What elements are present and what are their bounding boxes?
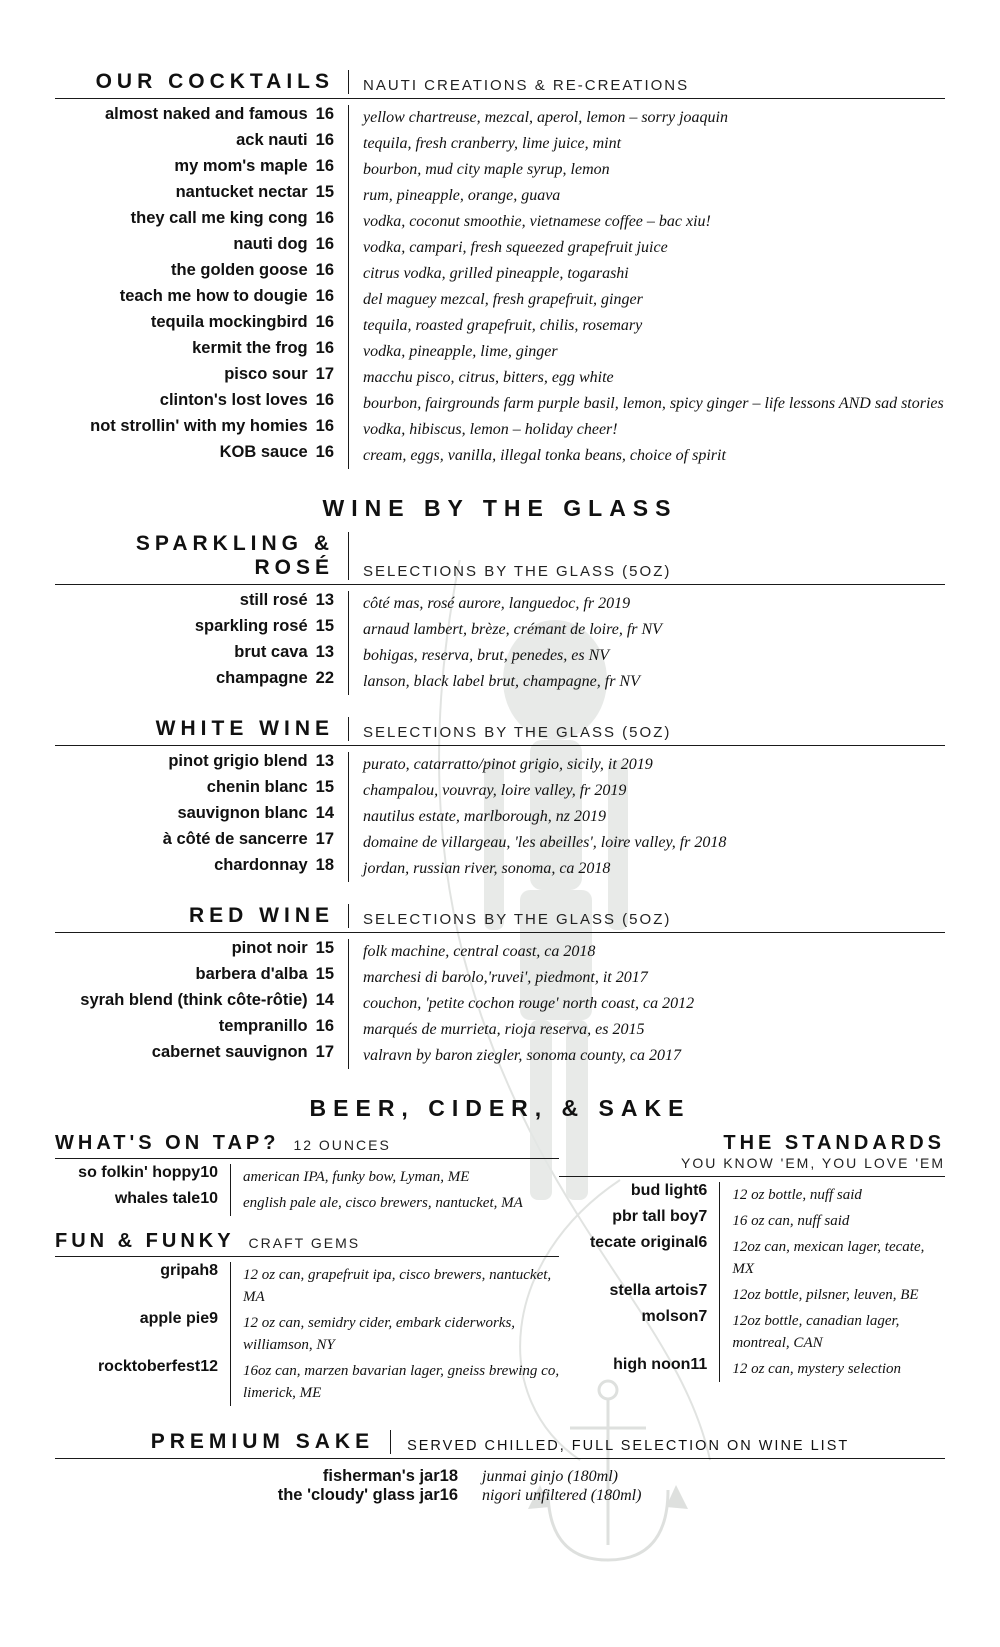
menu-item-description: 12oz can, mexican lager, tecate, MX <box>719 1234 945 1282</box>
menu-item-row <box>55 105 945 131</box>
menu-item-description: 12 oz can, mystery selection <box>719 1356 945 1382</box>
menu-item-description: jordan, russian river, sonoma, ca 2018 <box>348 856 945 882</box>
menu-item-price: 16 <box>315 235 334 253</box>
menu-item-price: 13 <box>315 752 334 770</box>
menu-item-price: 6 <box>698 1234 708 1251</box>
menu-item-name: pbr tall boy7 <box>612 1208 708 1225</box>
menu-item-row <box>55 643 945 669</box>
sparkling-title: SPARKLING & ROSÉ <box>135 532 334 579</box>
menu-item-name: tempranillo 16 <box>218 1017 334 1035</box>
beer-right-column <box>559 1132 945 1406</box>
menu-item-row <box>55 804 945 830</box>
menu-item-description: marqués de murrieta, rioja reserva, es 2015 <box>348 1017 945 1043</box>
cocktails-title: OUR COCKTAILS <box>95 70 334 93</box>
menu-item-description: macchu pisco, citrus, bitters, egg white <box>348 365 945 391</box>
menu-item-price: 16 <box>439 1486 458 1504</box>
menu-item-name: chardonnay 18 <box>214 856 334 874</box>
menu-item-name: molson7 <box>641 1308 708 1325</box>
menu-item-description: bourbon, fairgrounds farm purple basil, lemon, spicy ginger – life lessons AND sad stories <box>348 391 945 417</box>
menu-item-name: whales tale10 <box>114 1190 218 1207</box>
menu-item-price: 7 <box>698 1208 708 1225</box>
menu-item-description: junmai ginjo (180ml) <box>482 1468 618 1485</box>
menu-item-row <box>55 1164 559 1190</box>
menu-item-row <box>55 965 945 991</box>
menu-item-row <box>55 287 945 313</box>
menu-item-name: à côté de sancerre 17 <box>162 830 334 848</box>
menu-item-price: 16 <box>315 1017 334 1035</box>
menu-item-name: clinton's lost loves 16 <box>159 391 334 409</box>
menu-item-price: 7 <box>698 1308 708 1325</box>
menu-item-row <box>55 261 945 287</box>
menu-item-name: not strollin' with my homies 16 <box>90 417 334 435</box>
menu-item-price: 16 <box>315 261 334 279</box>
menu-item-description: 16oz can, marzen bavarian lager, gneiss brewing co, limerick, ME <box>230 1358 559 1406</box>
white-wine-title: WHITE WINE <box>155 717 334 740</box>
menu-item-description: marchesi di barolo,'ruvei', piedmont, it 2017 <box>348 965 945 991</box>
menu-item-row <box>55 443 945 469</box>
menu-item-price: 17 <box>315 365 334 383</box>
menu-item-row <box>55 778 945 804</box>
menu-item-row <box>55 752 945 778</box>
red-wine-title: RED WINE <box>189 904 334 927</box>
menu-item-name: pinot grigio blend 13 <box>168 752 334 770</box>
menu-item-row <box>559 1182 945 1208</box>
menu-item-description: purato, catarratto/pinot grigio, sicily, it 2019 <box>348 752 945 778</box>
menu-item-price: 18 <box>315 856 334 874</box>
menu-item-description: vodka, pineapple, lime, ginger <box>348 339 945 365</box>
menu-item-price: 7 <box>698 1282 708 1299</box>
on-tap-list <box>55 1164 559 1216</box>
menu-item-row <box>55 1190 559 1216</box>
menu-item-description: domaine de villargeau, 'les abeilles', loire valley, fr 2018 <box>348 830 945 856</box>
section-header-fun-funky <box>55 1230 559 1257</box>
menu-item-price: 15 <box>315 183 334 201</box>
menu-item-description: english pale ale, cisco brewers, nantucket, MA <box>230 1190 559 1216</box>
menu-item-name: ack nauti 16 <box>236 131 334 149</box>
menu-item-name: bud light6 <box>630 1182 708 1199</box>
menu-item-price: 15 <box>315 939 334 957</box>
menu-item-description: vodka, hibiscus, lemon – holiday cheer! <box>348 417 945 443</box>
menu-item-name: kermit the frog 16 <box>192 339 334 357</box>
menu-item-price: 16 <box>315 313 334 331</box>
menu-item-name: high noon11 <box>613 1356 708 1373</box>
white-wine-subtitle: SELECTIONS BY THE GLASS (5OZ) <box>348 717 945 741</box>
white-wine-list <box>55 752 945 882</box>
menu-item-row <box>55 365 945 391</box>
menu-item-description: 12 oz bottle, nuff said <box>719 1182 945 1208</box>
menu-item-row <box>559 1282 945 1308</box>
menu-item-description: couchon, 'petite cochon rouge' north coast, ca 2012 <box>348 991 945 1017</box>
red-wine-list <box>55 939 945 1069</box>
menu-item-name: apple pie9 <box>139 1310 218 1327</box>
sake-title: PREMIUM SAKE <box>150 1430 375 1453</box>
menu-item-price: 6 <box>698 1182 708 1199</box>
menu-item-name: nantucket nectar 15 <box>175 183 334 201</box>
menu-item-price: 16 <box>315 157 334 175</box>
menu-item-price: 15 <box>315 617 334 635</box>
menu-item-description: tequila, roasted grapefruit, chilis, rosemary <box>348 313 945 339</box>
menu-item-name: the golden goose 16 <box>171 261 334 279</box>
menu-item-row <box>55 830 945 856</box>
menu-item-row <box>559 1356 945 1382</box>
menu-item-row <box>55 157 945 183</box>
section-header-sparkling <box>55 532 945 585</box>
menu-item-name: they call me king cong 16 <box>130 209 334 227</box>
menu-item-row <box>55 209 945 235</box>
sake-subtitle: SERVED CHILLED, FULL SELECTION ON WINE LIST <box>390 1430 849 1454</box>
menu-item-description: folk machine, central coast, ca 2018 <box>348 939 945 965</box>
menu-item-name: pinot noir 15 <box>231 939 334 957</box>
menu-item-price: 22 <box>315 669 334 687</box>
menu-item-description: arnaud lambert, brèze, crémant de loire, fr NV <box>348 617 945 643</box>
section-header-standards <box>559 1132 945 1177</box>
menu-item-description: bourbon, mud city maple syrup, lemon <box>348 157 945 183</box>
menu-item-price: 16 <box>315 287 334 305</box>
menu-item-name: brut cava 13 <box>234 643 334 661</box>
menu-item-price: 16 <box>315 131 334 149</box>
menu-item-description: rum, pineapple, orange, guava <box>348 183 945 209</box>
menu-item-price: 17 <box>315 1043 334 1061</box>
menu-item-description: 12oz bottle, canadian lager, montreal, CAN <box>719 1308 945 1356</box>
menu-item-description: citrus vodka, grilled pineapple, togarashi <box>348 261 945 287</box>
section-header-on-tap <box>55 1132 559 1159</box>
menu-item-row <box>55 391 945 417</box>
menu-item-name: fisherman's jar18 <box>322 1467 458 1485</box>
menu-item-name: the 'cloudy' glass jar16 <box>277 1486 458 1504</box>
menu-item-price: 14 <box>315 991 334 1009</box>
menu-item-name: almost naked and famous 16 <box>105 105 334 123</box>
menu-item-price: 16 <box>315 339 334 357</box>
menu-item-description: 12 oz can, semidry cider, embark ciderworks, williamson, NY <box>230 1310 559 1358</box>
menu-item-row <box>55 617 945 643</box>
red-wine-subtitle: SELECTIONS BY THE GLASS (5OZ) <box>348 904 945 928</box>
standards-list <box>559 1182 945 1382</box>
cocktails-list <box>55 105 945 469</box>
standards-subtitle: YOU KNOW 'EM, YOU LOVE 'EM <box>680 1155 945 1171</box>
standards-title: THE STANDARDS <box>723 1132 945 1154</box>
menu-item-row <box>55 417 945 443</box>
menu-item-row <box>559 1234 945 1282</box>
menu-item-price: 8 <box>209 1262 218 1279</box>
fun-funky-list <box>55 1262 559 1406</box>
menu-item-description: nigori unfiltered (180ml) <box>482 1487 642 1504</box>
menu-item-name: still rosé 13 <box>239 591 334 609</box>
menu-item-description: vodka, coconut smoothie, vietnamese coffee – bac xiu! <box>348 209 945 235</box>
fun-funky-subtitle: CRAFT GEMS <box>248 1235 361 1251</box>
menu-item-row <box>55 1310 559 1358</box>
on-tap-subtitle: 12 OUNCES <box>293 1137 391 1153</box>
menu-item-description: 16 oz can, nuff said <box>719 1208 945 1234</box>
menu-item-price: 17 <box>315 830 334 848</box>
menu-item-name: tequila mockingbird 16 <box>150 313 334 331</box>
menu-item-price: 14 <box>315 804 334 822</box>
menu-item-price: 13 <box>315 643 334 661</box>
menu-item-price: 10 <box>200 1190 218 1207</box>
sparkling-subtitle: SELECTIONS BY THE GLASS (5OZ) <box>348 532 945 580</box>
menu-item-name: my mom's maple 16 <box>174 157 334 175</box>
menu-item-row <box>55 1017 945 1043</box>
menu-item-row <box>559 1308 945 1356</box>
menu-item-price: 10 <box>200 1164 218 1181</box>
menu-item-name: so folkin' hoppy10 <box>78 1164 218 1181</box>
menu-item-row <box>55 1467 945 1486</box>
menu-item-price: 12 <box>200 1358 218 1375</box>
menu-item-name: chenin blanc 15 <box>206 778 334 796</box>
menu-item-row <box>55 669 945 695</box>
menu-item-row <box>55 1358 559 1406</box>
menu-item-name: stella artois7 <box>609 1282 708 1299</box>
menu-item-name: tecate original6 <box>589 1234 708 1251</box>
menu-item-description: côté mas, rosé aurore, languedoc, fr 2019 <box>348 591 945 617</box>
menu-item-row <box>55 991 945 1017</box>
menu-item-description: bohigas, reserva, brut, penedes, es NV <box>348 643 945 669</box>
menu-item-price: 16 <box>315 209 334 227</box>
beer-banner: BEER, CIDER, & SAKE <box>309 1095 691 1121</box>
menu-item-price: 16 <box>315 105 334 123</box>
menu-item-price: 18 <box>439 1467 458 1485</box>
sparkling-list <box>55 591 945 695</box>
menu-item-name: sparkling rosé 15 <box>194 617 334 635</box>
menu-item-row <box>55 939 945 965</box>
menu-item-row <box>55 339 945 365</box>
menu-item-description: yellow chartreuse, mezcal, aperol, lemon – sorry joaquin <box>348 105 945 131</box>
menu-item-row <box>55 183 945 209</box>
menu-item-description: 12 oz can, grapefruit ipa, cisco brewers, nantucket, MA <box>230 1262 559 1310</box>
menu-item-name: gripah8 <box>160 1262 218 1279</box>
menu-item-name: syrah blend (think côte-rôtie) 14 <box>80 991 334 1009</box>
menu-item-row <box>55 131 945 157</box>
menu-item-price: 16 <box>315 443 334 461</box>
fun-funky-title: FUN & FUNKY <box>55 1230 235 1252</box>
menu-item-description: american IPA, funky bow, Lyman, ME <box>230 1164 559 1190</box>
cocktails-subtitle: NAUTI CREATIONS & RE-CREATIONS <box>348 70 945 94</box>
menu-item-price: 15 <box>315 965 334 983</box>
beer-left-column <box>55 1132 559 1406</box>
menu-item-row <box>55 1262 559 1310</box>
menu-item-row <box>55 313 945 339</box>
section-header-sake <box>55 1430 945 1459</box>
menu-item-row <box>55 1043 945 1069</box>
section-header-red-wine <box>55 904 945 933</box>
menu-item-name: nauti dog 16 <box>233 235 334 253</box>
menu-item-name: sauvignon blanc 14 <box>177 804 334 822</box>
menu-item-row <box>55 856 945 882</box>
menu-item-name: teach me how to dougie 16 <box>119 287 334 305</box>
menu-item-price: 9 <box>209 1310 218 1327</box>
menu-item-name: pisco sour 17 <box>224 365 334 383</box>
wine-banner: WINE BY THE GLASS <box>322 495 678 521</box>
menu-item-row <box>55 591 945 617</box>
menu-item-price: 15 <box>315 778 334 796</box>
on-tap-title: WHAT'S ON TAP? <box>55 1132 280 1154</box>
menu-item-description: cream, eggs, vanilla, illegal tonka beans, choice of spirit <box>348 443 945 469</box>
section-header-white-wine <box>55 717 945 746</box>
menu-item-name: barbera d'alba 15 <box>195 965 334 983</box>
menu-item-name: cabernet sauvignon 17 <box>151 1043 334 1061</box>
menu-item-description: nautilus estate, marlborough, nz 2019 <box>348 804 945 830</box>
menu-item-row <box>55 1486 945 1505</box>
menu-item-price: 16 <box>315 417 334 435</box>
menu-item-description: valravn by baron ziegler, sonoma county, ca 2017 <box>348 1043 945 1069</box>
beer-columns <box>55 1132 945 1406</box>
menu-item-description: del maguey mezcal, fresh grapefruit, ginger <box>348 287 945 313</box>
menu-item-name: champagne 22 <box>215 669 334 687</box>
section-header-cocktails <box>55 70 945 99</box>
menu-item-price: 16 <box>315 391 334 409</box>
menu-item-name: KOB sauce 16 <box>219 443 334 461</box>
sake-list <box>55 1467 945 1505</box>
menu-item-name: rocktoberfest12 <box>97 1358 218 1375</box>
menu-item-price: 13 <box>315 591 334 609</box>
menu-item-row <box>559 1208 945 1234</box>
menu-item-row <box>55 235 945 261</box>
menu-item-description: 12oz bottle, pilsner, leuven, BE <box>719 1282 945 1308</box>
menu-item-description: lanson, black label brut, champagne, fr NV <box>348 669 945 695</box>
menu-item-price: 11 <box>690 1356 708 1373</box>
menu-item-description: champalou, vouvray, loire valley, fr 2019 <box>348 778 945 804</box>
menu-item-description: tequila, fresh cranberry, lime juice, mint <box>348 131 945 157</box>
menu-item-description: vodka, campari, fresh squeezed grapefruit juice <box>348 235 945 261</box>
